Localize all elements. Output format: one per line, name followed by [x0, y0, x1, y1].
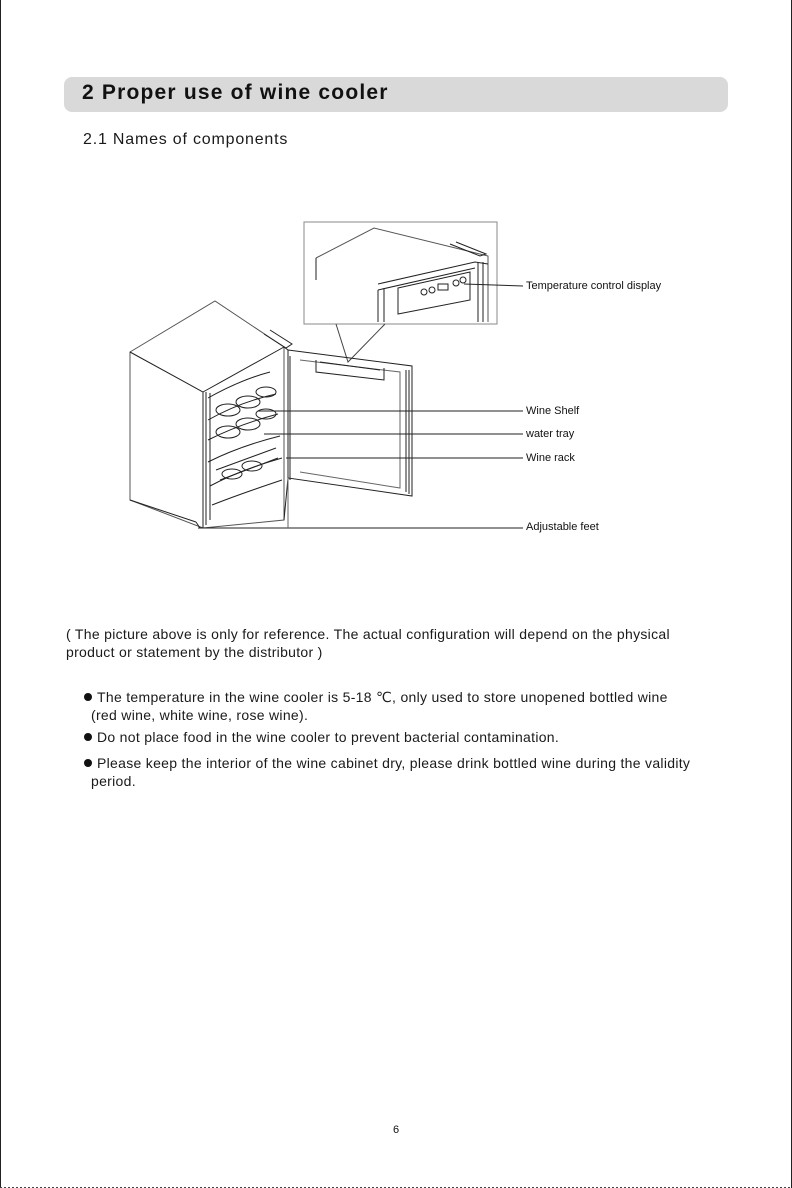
cabinet-body: [130, 301, 292, 528]
label-wine-rack: Wine rack: [526, 452, 575, 464]
label-water-tray: water tray: [526, 428, 575, 440]
reference-note-line-1: ( The picture above is only for reference. The actual configuration will depend on the physical: [66, 626, 670, 642]
control-panel-inset: [304, 222, 497, 324]
page-number: 6: [392, 1124, 400, 1136]
section-title: 2 Proper use of wine cooler: [82, 81, 389, 104]
label-adjustable-feet: Adjustable feet: [526, 521, 599, 533]
list-item-continuation: period.: [91, 773, 136, 789]
list-item-text: Please keep the interior of the wine cabinet dry, please drink bottled wine during the validity: [97, 755, 691, 771]
bullet-icon: [84, 759, 92, 767]
list-item: [84, 728, 734, 746]
leader-lines: [198, 284, 523, 528]
list-item: [84, 754, 734, 790]
reference-note: [66, 625, 726, 661]
list-item-continuation: (red wine, white wine, rose wine).: [91, 707, 309, 723]
list-item: [84, 688, 734, 724]
list-item-text: Do not place food in the wine cooler to prevent bacterial contamination.: [97, 729, 560, 745]
bullet-icon: [84, 733, 92, 741]
bullet-icon: [84, 693, 92, 701]
section-subheading: 2.1 Names of components: [83, 131, 289, 148]
list-item-text: The temperature in the wine cooler is 5-18 ℃, only used to store unopened bottled wine: [97, 689, 668, 705]
label-temperature-control-display: Temperature control display: [526, 280, 662, 292]
usage-notes-list: [84, 688, 734, 794]
label-wine-shelf: Wine Shelf: [526, 405, 580, 417]
reference-note-line-2: product or statement by the distributor ): [66, 644, 323, 660]
